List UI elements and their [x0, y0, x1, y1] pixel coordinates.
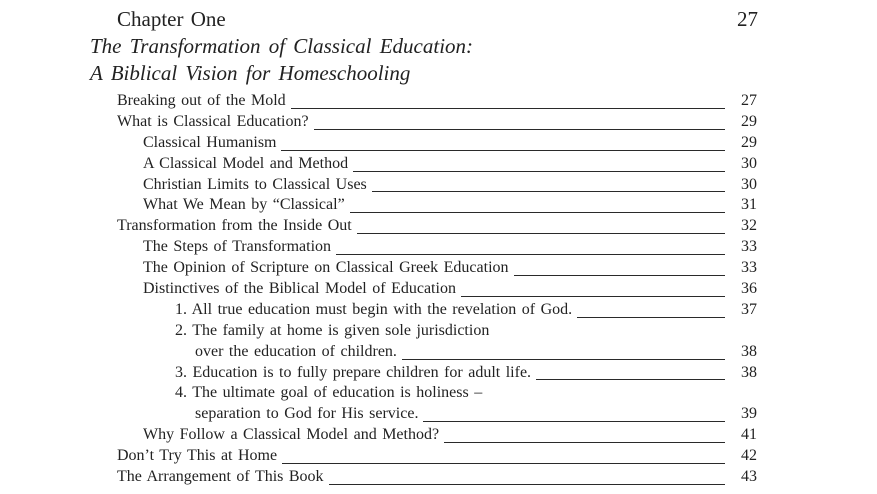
toc-entry	[175, 363, 757, 384]
toc-leader-line	[514, 275, 725, 276]
toc-page-number: 33	[741, 259, 757, 277]
toc-entry-label: Breaking out of the Mold	[117, 91, 286, 109]
toc-page-number: 39	[741, 405, 757, 423]
toc-leader-line	[577, 317, 725, 318]
toc-leader-line	[282, 463, 725, 464]
toc-entry	[143, 237, 757, 258]
toc-page-number: 32	[741, 217, 757, 235]
toc-entry-label: 3. Education is to fully prepare children for adult life.	[175, 363, 532, 381]
toc-entry-label: 1. All true education must begin with the revelation of God.	[175, 300, 573, 318]
toc-entry	[195, 404, 757, 425]
toc-entry-label: Why Follow a Classical Model and Method?	[143, 426, 440, 444]
toc-leader-line	[281, 150, 725, 151]
toc-entry	[143, 258, 757, 279]
toc-entry	[143, 154, 757, 175]
toc-leader-line	[357, 233, 725, 234]
toc-leader-line	[314, 129, 725, 130]
toc-entry-label: What We Mean by “Classical”	[143, 196, 345, 214]
toc-entry	[117, 112, 757, 133]
toc-page-number: 36	[741, 280, 757, 297]
chapter-label: Chapter One	[117, 7, 226, 31]
toc-entry-label: Distinctives of the Biblical Model of Education	[143, 280, 456, 297]
toc-leader-line	[336, 254, 725, 255]
toc-entry	[195, 342, 757, 363]
toc-entry-label: Classical Humanism	[143, 133, 277, 151]
chapter-subtitle-line1: The Transformation of Classical Education:	[90, 34, 474, 58]
toc-entry	[117, 91, 757, 112]
chapter-page-number: 27	[737, 7, 758, 31]
toc-page-number: 29	[741, 112, 757, 130]
toc-leader-line	[461, 296, 725, 297]
toc-entry-label: A Classical Model and Method	[143, 154, 349, 172]
toc-leader-line	[372, 191, 725, 192]
toc-page-number: 27	[741, 91, 757, 109]
toc-entry-label: The Arrangement of This Book	[117, 468, 324, 486]
toc-entry-label: The Opinion of Scripture on Classical Greek Education	[143, 259, 509, 277]
toc-entry-label: Don’t Try This at Home	[117, 447, 278, 465]
toc-leader-line	[402, 359, 725, 360]
toc-page-number: 42	[741, 447, 757, 465]
toc-page-number: 37	[741, 300, 757, 318]
toc-entry	[143, 175, 757, 196]
toc-page-number: 30	[741, 175, 757, 193]
toc-entry	[117, 216, 757, 237]
toc-entry	[143, 133, 757, 154]
chapter-header	[0, 0, 877, 87]
toc-entry-label: Christian Limits to Classical Uses	[143, 175, 367, 193]
toc-entry	[143, 195, 757, 216]
toc-entry-label: 4. The ultimate goal of education is holiness –	[175, 384, 483, 402]
toc-leader-line	[444, 442, 725, 443]
toc-entry-label: Transformation from the Inside Out	[117, 217, 352, 235]
toc-leader-line	[350, 212, 725, 213]
toc-page-number: 31	[741, 196, 757, 214]
toc-entry-label: What is Classical Education?	[117, 112, 309, 130]
toc-leader-line	[329, 484, 725, 485]
toc-page-number: 30	[741, 154, 757, 172]
toc-page-number: 29	[741, 133, 757, 151]
toc-entry	[143, 425, 757, 446]
toc-entry	[175, 321, 757, 342]
toc-entry	[175, 383, 757, 404]
toc-leader-line	[536, 379, 725, 380]
toc-entry	[117, 467, 757, 488]
toc-entry-label: over the education of children.	[195, 342, 397, 360]
toc-page-number: 38	[741, 363, 757, 381]
toc-page-number: 43	[741, 468, 757, 486]
chapter-title-row	[117, 5, 758, 33]
toc-leader-line	[423, 421, 725, 422]
toc-entry-label: 2. The family at home is given sole jurisdiction	[175, 321, 490, 339]
toc-page-number: 38	[741, 342, 757, 360]
toc-page-number: 41	[741, 426, 757, 444]
toc-entry	[175, 300, 757, 321]
table-of-contents	[0, 91, 877, 488]
toc-entry	[117, 446, 757, 467]
toc-entry-label: separation to God for His service.	[195, 405, 419, 423]
toc-page-number: 33	[741, 238, 757, 256]
chapter-subtitle-line2: A Biblical Vision for Homeschooling	[90, 61, 411, 85]
toc-entry	[143, 279, 757, 300]
toc-leader-line	[353, 171, 725, 172]
toc-leader-line	[291, 108, 725, 109]
toc-entry-label: The Steps of Transformation	[143, 238, 332, 256]
